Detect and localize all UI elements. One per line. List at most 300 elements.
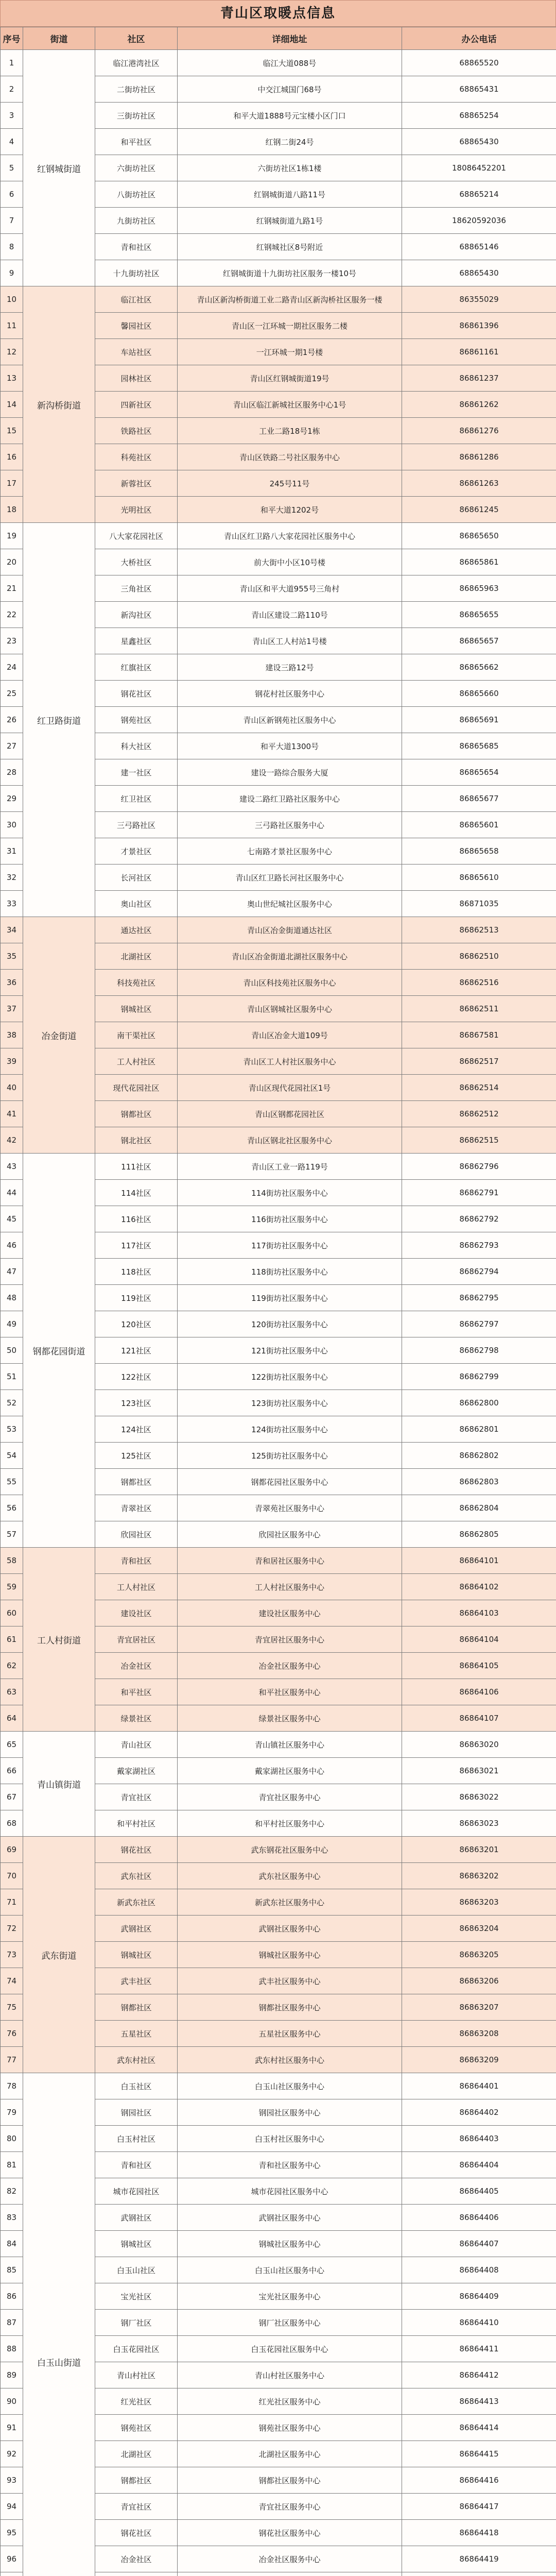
community-name: 铁路社区 <box>95 418 178 444</box>
address: 和平社区服务中心 <box>178 1679 402 1705</box>
community-name <box>95 2572 178 2576</box>
phone: 86865650 <box>402 523 556 549</box>
phone: 86862803 <box>402 1469 556 1495</box>
street-name: 工人村街道 <box>23 1548 95 1732</box>
row-number: 60 <box>1 1600 23 1626</box>
phone: 86861263 <box>402 470 556 497</box>
row-number: 83 <box>1 2205 23 2231</box>
community-name: 新蓉社区 <box>95 470 178 497</box>
community-name: 青宜社区 <box>95 2494 178 2520</box>
row-number: 63 <box>1 1679 23 1705</box>
row-number: 69 <box>1 1837 23 1863</box>
community-name: 建设社区 <box>95 1600 178 1626</box>
phone: 86861237 <box>402 365 556 392</box>
row-number: 71 <box>1 1889 23 1916</box>
community-name: 114社区 <box>95 1180 178 1206</box>
community-name: 钢苑社区 <box>95 707 178 733</box>
phone: 86864405 <box>402 2178 556 2205</box>
row-number: 7 <box>1 208 23 234</box>
community-name: 星鑫社区 <box>95 628 178 654</box>
row-number: 48 <box>1 1285 23 1311</box>
community-name: 青山村社区 <box>95 2362 178 2388</box>
phone: 86865662 <box>402 654 556 681</box>
phone: 86862801 <box>402 1416 556 1443</box>
table-header-row <box>1 27 556 50</box>
street-name: 红卫路街道 <box>23 523 95 917</box>
row-number: 56 <box>1 1495 23 1521</box>
phone: 86862802 <box>402 1443 556 1469</box>
street-name: 冶金街道 <box>23 917 95 1154</box>
row-number: 34 <box>1 917 23 943</box>
address: 青山区钢北社区服务中心 <box>178 1127 402 1154</box>
phone: 86862515 <box>402 1127 556 1154</box>
header-address: 详细地址 <box>178 27 402 50</box>
community-name: 钢苑社区 <box>95 2415 178 2441</box>
phone: 86863207 <box>402 1994 556 2021</box>
address: 118街坊社区服务中心 <box>178 1259 402 1285</box>
phone: 86861245 <box>402 497 556 523</box>
phone: 86865601 <box>402 812 556 838</box>
row-number: 50 <box>1 1337 23 1364</box>
phone: 68865431 <box>402 76 556 103</box>
phone: 68865254 <box>402 103 556 129</box>
address: 武东社区服务中心 <box>178 1863 402 1889</box>
address: 钢都花园社区服务中心 <box>178 1469 402 1495</box>
table-row <box>1 50 556 76</box>
row-number: 3 <box>1 103 23 129</box>
community-name: 青山社区 <box>95 1732 178 1758</box>
phone: 86864419 <box>402 2546 556 2572</box>
row-number: 93 <box>1 2467 23 2494</box>
row-number: 61 <box>1 1626 23 1653</box>
row-number: 85 <box>1 2257 23 2283</box>
address: 119街坊社区服务中心 <box>178 1285 402 1311</box>
row-number: 39 <box>1 1048 23 1075</box>
row-number: 72 <box>1 1916 23 1942</box>
address: 青山区冶金街道北湖社区服务中心 <box>178 943 402 970</box>
phone: 86862797 <box>402 1311 556 1337</box>
community-name: 钢花社区 <box>95 1837 178 1863</box>
address: 工业二路18号1栋 <box>178 418 402 444</box>
phone: 86864416 <box>402 2467 556 2494</box>
address: 122街坊社区服务中心 <box>178 1364 402 1390</box>
address: 建设一路综合服务大厦 <box>178 759 402 786</box>
address: 青山区新钢苑社区服务中心 <box>178 707 402 733</box>
phone: 86862511 <box>402 996 556 1022</box>
phone: 86863203 <box>402 1889 556 1916</box>
address: 青山区铁路二号社区服务中心 <box>178 444 402 470</box>
community-name: 武丰社区 <box>95 1968 178 1994</box>
address: 建设二路红卫路社区服务中心 <box>178 786 402 812</box>
address <box>178 2572 402 2576</box>
address: 青宜社区服务中心 <box>178 2494 402 2520</box>
community-name: 125社区 <box>95 1443 178 1469</box>
row-number: 4 <box>1 129 23 155</box>
community-name: 五星社区 <box>95 2021 178 2047</box>
address: 新武东社区服务中心 <box>178 1889 402 1916</box>
row-number: 88 <box>1 2336 23 2362</box>
row-number: 75 <box>1 1994 23 2021</box>
phone: 86865610 <box>402 865 556 891</box>
phone: 86862517 <box>402 1048 556 1075</box>
address: 武丰社区服务中心 <box>178 1968 402 1994</box>
address: 114街坊社区服务中心 <box>178 1180 402 1206</box>
table-row <box>1 1732 556 1758</box>
community-name: 长河社区 <box>95 865 178 891</box>
phone: 86865654 <box>402 759 556 786</box>
community-name: 二街坊社区 <box>95 76 178 103</box>
row-number: 11 <box>1 313 23 339</box>
row-number: 84 <box>1 2231 23 2257</box>
community-name: 红卫社区 <box>95 786 178 812</box>
community-name: 钢城社区 <box>95 2231 178 2257</box>
row-number: 12 <box>1 339 23 365</box>
community-name: 新沟社区 <box>95 602 178 628</box>
phone: 86865685 <box>402 733 556 759</box>
phone: 86864106 <box>402 1679 556 1705</box>
community-name: 临江港湾社区 <box>95 50 178 76</box>
row-number: 21 <box>1 575 23 602</box>
header-phone: 办公电话 <box>402 27 556 50</box>
phone: 86862516 <box>402 970 556 996</box>
row-number: 19 <box>1 523 23 549</box>
row-number: 2 <box>1 76 23 103</box>
community-name: 六街坊社区 <box>95 155 178 181</box>
address: 钢花村社区服务中心 <box>178 681 402 707</box>
address: 和平村社区服务中心 <box>178 1810 402 1837</box>
community-name: 青翠社区 <box>95 1495 178 1521</box>
community-name: 九街坊社区 <box>95 208 178 234</box>
row-number: 40 <box>1 1075 23 1101</box>
community-name: 117社区 <box>95 1232 178 1259</box>
row-number: 74 <box>1 1968 23 1994</box>
row-number: 51 <box>1 1364 23 1390</box>
phone: 86862792 <box>402 1206 556 1232</box>
community-name: 科大社区 <box>95 733 178 759</box>
phone: 86863204 <box>402 1916 556 1942</box>
phone: 86864408 <box>402 2257 556 2283</box>
phone: 86864104 <box>402 1626 556 1653</box>
row-number: 44 <box>1 1180 23 1206</box>
row-number: 29 <box>1 786 23 812</box>
table-row <box>1 1837 556 1863</box>
address: 青翠苑社区服务中心 <box>178 1495 402 1521</box>
row-number: 55 <box>1 1469 23 1495</box>
address: 武钢社区服务中心 <box>178 1916 402 1942</box>
address: 钢花社区服务中心 <box>178 2520 402 2546</box>
community-name: 124社区 <box>95 1416 178 1443</box>
address: 红钢城街道八路11号 <box>178 181 402 208</box>
row-number: 54 <box>1 1443 23 1469</box>
table-row <box>1 2073 556 2099</box>
phone: 86862514 <box>402 1075 556 1101</box>
community-name: 钢花社区 <box>95 681 178 707</box>
community-name: 北湖社区 <box>95 943 178 970</box>
address: 青山区科技苑社区服务中心 <box>178 970 402 996</box>
row-number: 47 <box>1 1259 23 1285</box>
community-name: 冶金社区 <box>95 2546 178 2572</box>
community-name: 光明社区 <box>95 497 178 523</box>
community-name: 青和社区 <box>95 234 178 260</box>
community-name: 建一社区 <box>95 759 178 786</box>
address: 青山区红卫路八大家花园社区服务中心 <box>178 523 402 549</box>
address: 和平大道1202号 <box>178 497 402 523</box>
phone: 86864406 <box>402 2205 556 2231</box>
table-row <box>1 523 556 549</box>
table-row <box>1 1548 556 1574</box>
address: 冶金社区服务中心 <box>178 1653 402 1679</box>
address: 青山区钢都花园社区 <box>178 1101 402 1127</box>
address: 124街坊社区服务中心 <box>178 1416 402 1443</box>
phone: 86862799 <box>402 1364 556 1390</box>
phone: 68865430 <box>402 260 556 286</box>
community-name: 通达社区 <box>95 917 178 943</box>
address: 工人村社区服务中心 <box>178 1574 402 1600</box>
row-number: 65 <box>1 1732 23 1758</box>
table-body <box>1 50 556 2576</box>
row-number: 78 <box>1 2073 23 2099</box>
community-name: 绿景社区 <box>95 1705 178 1732</box>
phone: 86864107 <box>402 1705 556 1732</box>
row-number: 70 <box>1 1863 23 1889</box>
community-name: 奥山社区 <box>95 891 178 917</box>
community-name: 城市花园社区 <box>95 2178 178 2205</box>
address: 奥山世纪城社区服务中心 <box>178 891 402 917</box>
phone: 86862791 <box>402 1180 556 1206</box>
address: 青和社区服务中心 <box>178 2152 402 2178</box>
community-name: 工人村社区 <box>95 1574 178 1600</box>
row-number: 96 <box>1 2546 23 2572</box>
community-name: 白玉村社区 <box>95 2126 178 2152</box>
address: 绿景社区服务中心 <box>178 1705 402 1732</box>
phone: 86863205 <box>402 1942 556 1968</box>
community-name: 八街坊社区 <box>95 181 178 208</box>
phone: 86864402 <box>402 2099 556 2126</box>
community-name: 三街坊社区 <box>95 103 178 129</box>
phone: 86863206 <box>402 1968 556 1994</box>
row-number: 8 <box>1 234 23 260</box>
address: 武钢社区服务中心 <box>178 2205 402 2231</box>
phone: 86862798 <box>402 1337 556 1364</box>
address: 白玉山社区服务中心 <box>178 2257 402 2283</box>
street-name: 红钢城街道 <box>23 50 95 286</box>
table-row <box>1 286 556 313</box>
address: 245号11号 <box>178 470 402 497</box>
phone: 86861262 <box>402 392 556 418</box>
address: 七南路才景社区服务中心 <box>178 838 402 865</box>
phone: 86864410 <box>402 2310 556 2336</box>
community-name: 钢城社区 <box>95 1942 178 1968</box>
address: 青山区钢城社区服务中心 <box>178 996 402 1022</box>
community-name: 三弓路社区 <box>95 812 178 838</box>
phone <box>402 2572 556 2576</box>
community-name: 冶金社区 <box>95 1653 178 1679</box>
address: 125街坊社区服务中心 <box>178 1443 402 1469</box>
address: 青山区现代花园社区1号 <box>178 1075 402 1101</box>
row-number: 79 <box>1 2099 23 2126</box>
address: 城市花园社区服务中心 <box>178 2178 402 2205</box>
phone: 86864105 <box>402 1653 556 1679</box>
community-name: 钢北社区 <box>95 1127 178 1154</box>
address: 钢都社区服务中心 <box>178 2467 402 2494</box>
address: 青宜社区服务中心 <box>178 1784 402 1810</box>
community-name: 116社区 <box>95 1206 178 1232</box>
phone: 86864412 <box>402 2362 556 2388</box>
community-name: 四新社区 <box>95 392 178 418</box>
community-name: 园林社区 <box>95 365 178 392</box>
phone: 68865520 <box>402 50 556 76</box>
phone: 68865146 <box>402 234 556 260</box>
community-name: 119社区 <box>95 1285 178 1311</box>
table-row <box>1 917 556 943</box>
row-number: 25 <box>1 681 23 707</box>
community-name: 八大家花园社区 <box>95 523 178 549</box>
phone: 86862800 <box>402 1390 556 1416</box>
row-number: 46 <box>1 1232 23 1259</box>
community-name: 大桥社区 <box>95 549 178 575</box>
community-name: 钢园社区 <box>95 2099 178 2126</box>
row-number: 27 <box>1 733 23 759</box>
row-number: 31 <box>1 838 23 865</box>
community-name: 馨园社区 <box>95 313 178 339</box>
row-number: 26 <box>1 707 23 733</box>
street-name: 青山镇街道 <box>23 1732 95 1837</box>
phone: 86864417 <box>402 2494 556 2520</box>
address: 青山区冶金大道109号 <box>178 1022 402 1048</box>
address: 欣园社区服务中心 <box>178 1521 402 1548</box>
address: 青山区工人村站1号楼 <box>178 628 402 654</box>
row-number: 49 <box>1 1311 23 1337</box>
address: 青山区临江新城社区服务中心1号 <box>178 392 402 418</box>
address: 临江大道088号 <box>178 50 402 76</box>
address: 青和居社区服务中心 <box>178 1548 402 1574</box>
phone: 86861396 <box>402 313 556 339</box>
phone: 86865963 <box>402 575 556 602</box>
row-number: 68 <box>1 1810 23 1837</box>
address: 青山镇社区服务中心 <box>178 1732 402 1758</box>
address: 青山区红钢城街道19号 <box>178 365 402 392</box>
address: 钢都社区服务中心 <box>178 1994 402 2021</box>
header-no: 序号 <box>1 27 23 50</box>
row-number: 14 <box>1 392 23 418</box>
address: 青山区新沟桥街道工业二路青山区新沟桥社区服务一楼 <box>178 286 402 313</box>
row-number: 66 <box>1 1758 23 1784</box>
row-number: 5 <box>1 155 23 181</box>
address: 120街坊社区服务中心 <box>178 1311 402 1337</box>
street-name: 新沟桥街道 <box>23 286 95 523</box>
address: 白玉山社区服务中心 <box>178 2073 402 2099</box>
address: 和平大道1888号元宝楼小区门口 <box>178 103 402 129</box>
phone: 86864103 <box>402 1600 556 1626</box>
phone: 86862513 <box>402 917 556 943</box>
phone: 86865658 <box>402 838 556 865</box>
row-number: 89 <box>1 2362 23 2388</box>
phone: 86867581 <box>402 1022 556 1048</box>
phone: 86863201 <box>402 1837 556 1863</box>
row-number: 91 <box>1 2415 23 2441</box>
phone: 18086452201 <box>402 155 556 181</box>
address: 青山区工业一路119号 <box>178 1154 402 1180</box>
phone: 86861276 <box>402 418 556 444</box>
address: 红钢城街道九路1号 <box>178 208 402 234</box>
address: 青山区冶金街道通达社区 <box>178 917 402 943</box>
phone: 86863023 <box>402 1810 556 1837</box>
phone: 86864401 <box>402 2073 556 2099</box>
address: 白玉村社区服务中心 <box>178 2126 402 2152</box>
phone: 86864101 <box>402 1548 556 1574</box>
phone: 68865430 <box>402 129 556 155</box>
address: 戴家湖社区服务中心 <box>178 1758 402 1784</box>
row-number: 15 <box>1 418 23 444</box>
community-name: 白玉社区 <box>95 2073 178 2099</box>
address: 冶金社区服务中心 <box>178 2546 402 2572</box>
row-number: 67 <box>1 1784 23 1810</box>
phone: 86863021 <box>402 1758 556 1784</box>
community-name: 十九街坊社区 <box>95 260 178 286</box>
community-name: 111社区 <box>95 1154 178 1180</box>
row-number <box>1 2572 23 2576</box>
phone: 86863209 <box>402 2047 556 2073</box>
community-name: 现代花园社区 <box>95 1075 178 1101</box>
address: 和平大道1300号 <box>178 733 402 759</box>
community-name: 123社区 <box>95 1390 178 1416</box>
row-number: 73 <box>1 1942 23 1968</box>
address: 红钢城社区8号附近 <box>178 234 402 260</box>
community-name: 车站社区 <box>95 339 178 365</box>
header-street: 街道 <box>23 27 95 50</box>
phone: 86864413 <box>402 2388 556 2415</box>
row-number: 33 <box>1 891 23 917</box>
community-name: 红旗社区 <box>95 654 178 681</box>
community-name: 戴家湖社区 <box>95 1758 178 1784</box>
address: 建设社区服务中心 <box>178 1600 402 1626</box>
community-name: 武钢社区 <box>95 2205 178 2231</box>
address: 三弓路社区服务中心 <box>178 812 402 838</box>
row-number: 9 <box>1 260 23 286</box>
phone: 86863208 <box>402 2021 556 2047</box>
address: 青山区和平大道955号三角村 <box>178 575 402 602</box>
row-number: 45 <box>1 1206 23 1232</box>
row-number: 23 <box>1 628 23 654</box>
address: 121街坊社区服务中心 <box>178 1337 402 1364</box>
phone: 86864409 <box>402 2283 556 2310</box>
row-number: 57 <box>1 1521 23 1548</box>
community-name: 临江社区 <box>95 286 178 313</box>
row-number: 6 <box>1 181 23 208</box>
row-number: 28 <box>1 759 23 786</box>
row-number: 20 <box>1 549 23 575</box>
phone: 86863020 <box>402 1732 556 1758</box>
community-name: 新武东社区 <box>95 1889 178 1916</box>
phone: 86864411 <box>402 2336 556 2362</box>
address: 五星社区服务中心 <box>178 2021 402 2047</box>
phone: 86862794 <box>402 1259 556 1285</box>
community-name: 122社区 <box>95 1364 178 1390</box>
community-name: 武钢社区 <box>95 1916 178 1942</box>
phone: 86865657 <box>402 628 556 654</box>
phone: 86871035 <box>402 891 556 917</box>
phone: 86865660 <box>402 681 556 707</box>
street-name: 武东街道 <box>23 1837 95 2073</box>
community-name: 钢都社区 <box>95 1994 178 2021</box>
community-name: 钢花社区 <box>95 2520 178 2546</box>
community-name: 白玉花园社区 <box>95 2336 178 2362</box>
community-name: 北湖社区 <box>95 2441 178 2467</box>
address: 青山区一江环城一期社区服务二楼 <box>178 313 402 339</box>
row-number: 17 <box>1 470 23 497</box>
community-name: 武东社区 <box>95 1863 178 1889</box>
phone: 86864418 <box>402 2520 556 2546</box>
